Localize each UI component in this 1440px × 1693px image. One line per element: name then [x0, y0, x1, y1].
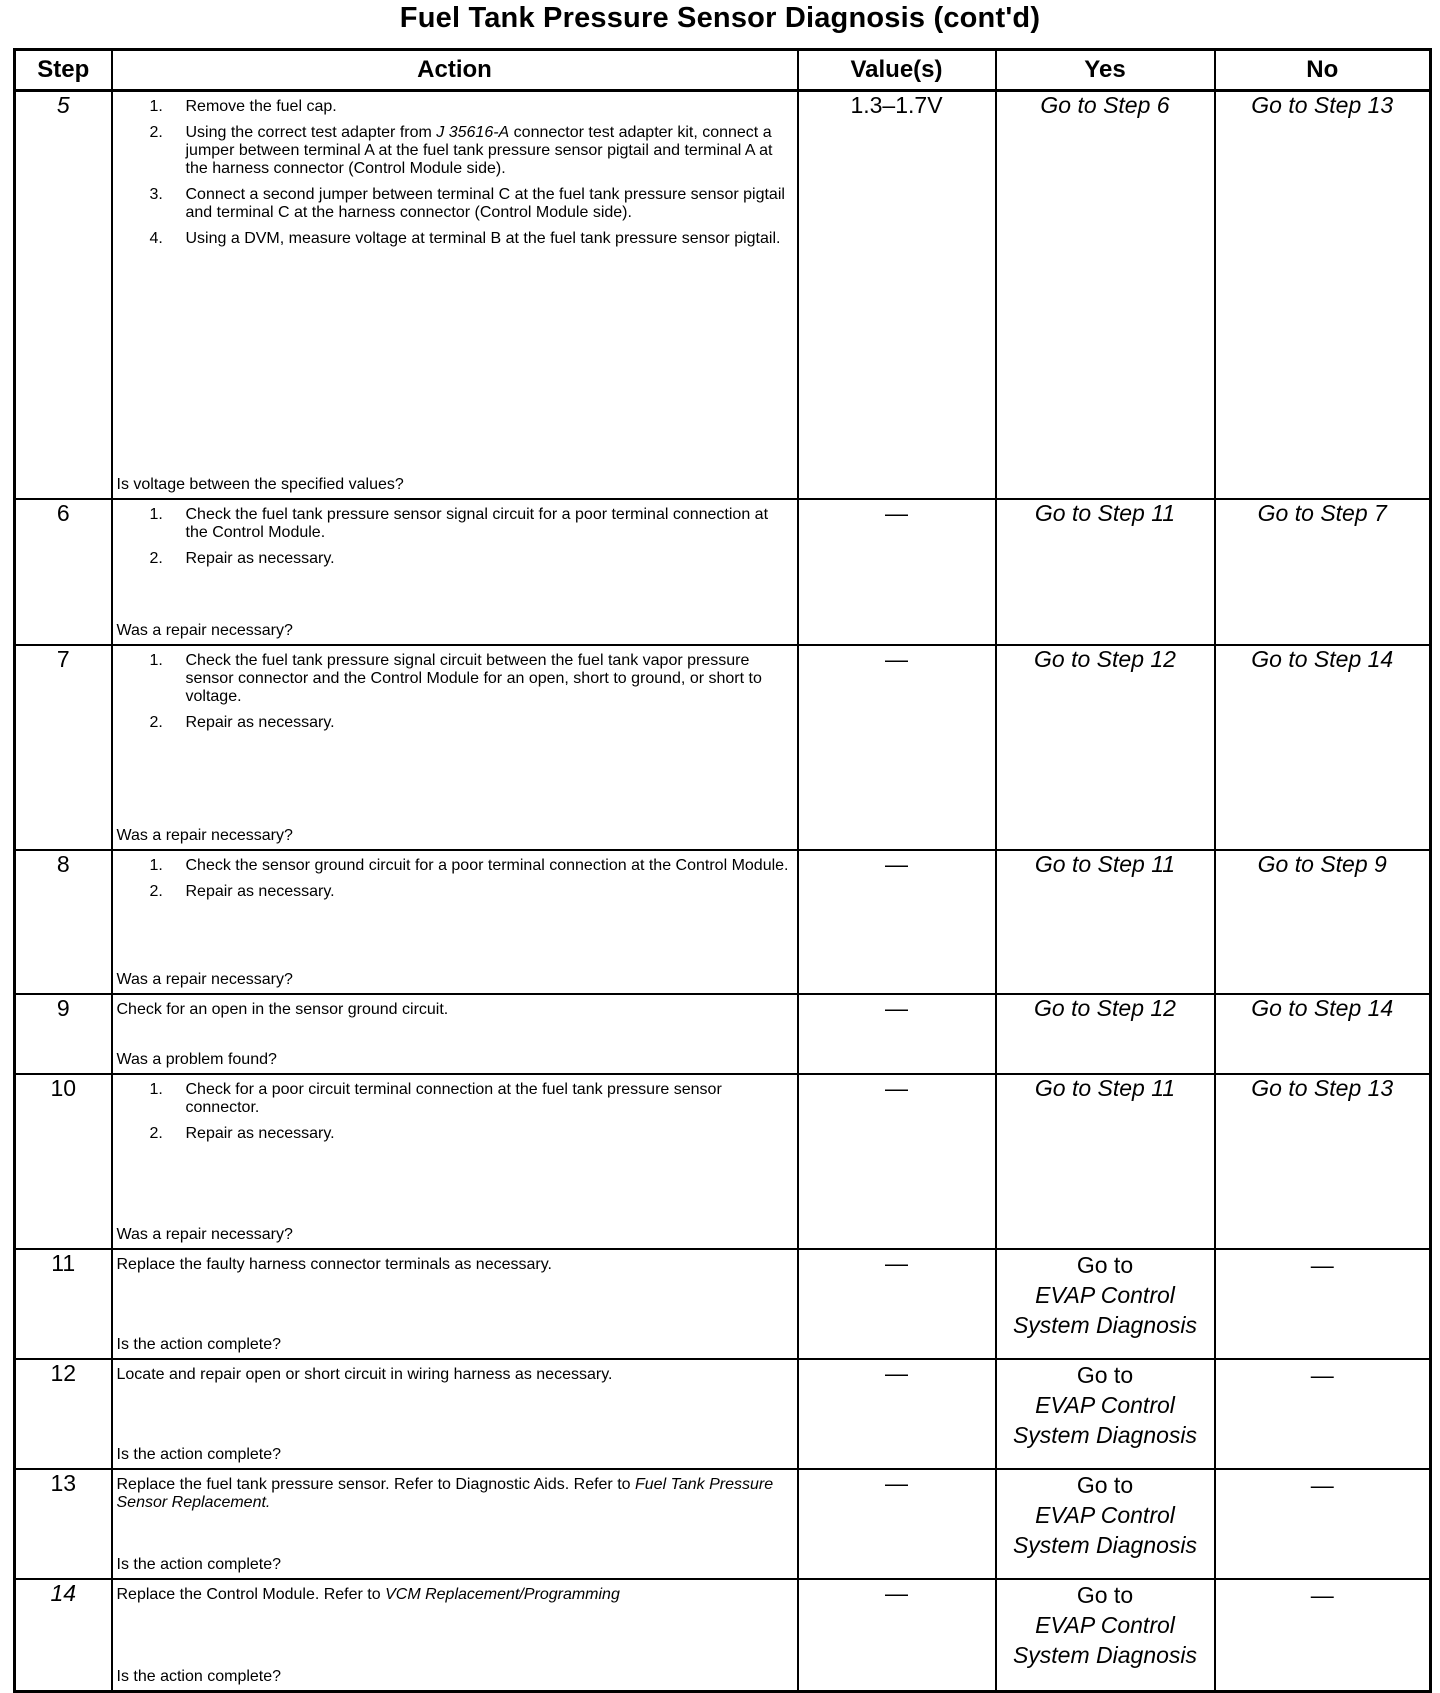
- value-cell: —: [798, 1579, 996, 1692]
- action-question: Was a repair necessary?: [116, 1226, 293, 1243]
- action-content: [113, 851, 797, 993]
- header-action: Action: [112, 50, 798, 91]
- table-row: [15, 645, 1431, 850]
- action-question: Is the action complete?: [116, 1668, 282, 1685]
- value-cell: 1.3–1.7V: [798, 91, 996, 500]
- no-goto: Go to Step 7: [1215, 499, 1431, 645]
- action-text: [117, 1586, 791, 1604]
- step-number: 11: [15, 1249, 112, 1359]
- step-number: 6: [15, 499, 112, 645]
- action-step: 1. Check the fuel tank pressure sensor signal circuit for a poor terminal connection at the Control Module.: [149, 506, 769, 541]
- action-text: Locate and repair open or short circuit in wiring harness as necessary.: [116, 1366, 613, 1383]
- action-step-text: Repair as necessary.: [185, 883, 335, 900]
- action-text-part: Replace the fuel tank pressure sensor. Refer to Diagnostic Aids. Refer to: [116, 1476, 635, 1493]
- action-content: [113, 1075, 797, 1248]
- action-step: 4. Using a DVM, measure voltage at terminal B at the fuel tank pressure sensor pigtail.: [149, 230, 781, 247]
- action-content: [113, 1580, 797, 1690]
- action-cell: [112, 1579, 798, 1692]
- goto-target: EVAP Control System Diagnosis: [1012, 1502, 1198, 1558]
- header-values: Value(s): [798, 50, 996, 91]
- action-content: [113, 1470, 797, 1578]
- action-step-text: Remove the fuel cap.: [185, 98, 337, 115]
- step-number: 7: [15, 645, 112, 850]
- value-cell: —: [798, 1469, 996, 1579]
- header-row: [15, 50, 1431, 91]
- step-number: 9: [15, 994, 112, 1074]
- page-title: Fuel Tank Pressure Sensor Diagnosis (cont'd): [399, 2, 1041, 34]
- action-cell: [112, 1359, 798, 1469]
- value-cell: —: [798, 645, 996, 850]
- action-step-text: Using a DVM, measure voltage at terminal B at the fuel tank pressure sensor pigtail.: [185, 230, 781, 247]
- action-steps: [117, 857, 791, 901]
- action-step: 1. Check the sensor ground circuit for a poor terminal connection at the Control Module.: [149, 857, 789, 874]
- procedure-reference: Fuel Tank Pressure Sensor Replacement.: [116, 1476, 774, 1511]
- action-cell: [112, 1249, 798, 1359]
- action-step-text: Using the correct test adapter from: [185, 124, 437, 141]
- action-step: 1. Check the fuel tank pressure signal circuit between the fuel tank vapor pressure sensor connector and the Control Module for an open, short to ground, or short to voltage.: [149, 652, 762, 705]
- action-step: 2. Repair as necessary.: [149, 550, 335, 567]
- step-number: 14: [15, 1579, 112, 1692]
- action-cell: [112, 91, 798, 500]
- table-row: [15, 1074, 1431, 1249]
- value-cell: —: [798, 994, 996, 1074]
- step-number: 10: [15, 1074, 112, 1249]
- action-text-part: Replace the Control Module. Refer to: [116, 1586, 386, 1603]
- no-goto: —: [1215, 1359, 1431, 1469]
- action-step: 2. Repair as necessary.: [149, 883, 335, 900]
- goto-label: Go to: [1076, 1582, 1134, 1608]
- action-step-text: Check the fuel tank pressure sensor signal circuit for a poor terminal connection at the Control Module.: [185, 506, 769, 541]
- no-goto: —: [1215, 1579, 1431, 1692]
- yes-goto: [996, 1579, 1215, 1692]
- no-goto: Go to Step 9: [1215, 850, 1431, 994]
- table-row: [15, 1579, 1431, 1692]
- action-cell: [112, 499, 798, 645]
- action-steps: [117, 506, 791, 568]
- action-question: Was a repair necessary?: [116, 622, 293, 639]
- yes-goto: [996, 1249, 1215, 1359]
- step-number: 8: [15, 850, 112, 994]
- action-cell: [112, 994, 798, 1074]
- no-goto: Go to Step 14: [1215, 994, 1431, 1074]
- no-goto: —: [1215, 1469, 1431, 1579]
- action-step: 2. Repair as necessary.: [149, 714, 335, 731]
- value-cell: —: [798, 850, 996, 994]
- table-row: [15, 499, 1431, 645]
- action-content: [113, 995, 797, 1073]
- action-question: Is voltage between the specified values?: [116, 476, 404, 493]
- yes-goto: Go to Step 12: [996, 645, 1215, 850]
- no-goto: Go to Step 14: [1215, 645, 1431, 850]
- action-step: 1. Remove the fuel cap.: [149, 98, 337, 115]
- yes-goto: Go to Step 6: [996, 91, 1215, 500]
- action-step: 2. Using the correct test adapter from J 35616-A connector test adapter kit, connect a jumper between terminal A at the fuel tank pressure sensor pigtail and terminal A at the harness connector (Control Module side).: [149, 124, 773, 177]
- action-question: Was a repair necessary?: [116, 971, 293, 988]
- action-content: [113, 646, 797, 849]
- yes-goto: [996, 1359, 1215, 1469]
- diagnosis-table: [13, 48, 1432, 1693]
- action-question: Is the action complete?: [116, 1556, 282, 1573]
- goto-label: Go to: [1076, 1252, 1134, 1278]
- value-cell: —: [798, 1249, 996, 1359]
- yes-goto: Go to Step 11: [996, 1074, 1215, 1249]
- action-step-text: Connect a second jumper between terminal C at the fuel tank pressure sensor pigtail and terminal C at the harness connector (Control Module side).: [185, 186, 785, 221]
- action-step-text: Repair as necessary.: [185, 714, 335, 731]
- action-step-text: Check the fuel tank pressure signal circuit between the fuel tank vapor pressure sensor connector and the Control Module for an open, short to ground, or short to voltage.: [185, 652, 762, 705]
- table-row: [15, 91, 1431, 500]
- yes-goto: [996, 1469, 1215, 1579]
- action-steps: [117, 98, 791, 248]
- yes-goto: Go to Step 11: [996, 499, 1215, 645]
- action-content: [113, 92, 797, 498]
- action-step-text: Check for a poor circuit terminal connection at the fuel tank pressure sensor connector.: [185, 1081, 722, 1116]
- no-goto: Go to Step 13: [1215, 91, 1431, 500]
- goto-target: EVAP Control System Diagnosis: [1012, 1392, 1198, 1448]
- action-steps: [117, 1081, 791, 1143]
- action-step: 1. Check for a poor circuit terminal connection at the fuel tank pressure sensor connector.: [149, 1081, 722, 1116]
- header-no: No: [1215, 50, 1431, 91]
- header-yes: Yes: [996, 50, 1215, 91]
- action-step: 2. Repair as necessary.: [149, 1125, 335, 1142]
- table-row: [15, 1359, 1431, 1469]
- action-question: Was a problem found?: [116, 1051, 277, 1068]
- action-text: Check for an open in the sensor ground circuit.: [116, 1001, 449, 1018]
- action-question: Was a repair necessary?: [116, 827, 293, 844]
- table-row: [15, 850, 1431, 994]
- table-row: [15, 1249, 1431, 1359]
- goto-target: EVAP Control System Diagnosis: [1012, 1612, 1198, 1668]
- value-cell: —: [798, 499, 996, 645]
- goto-label: Go to: [1076, 1472, 1134, 1498]
- action-content: [113, 500, 797, 644]
- action-step-text: Check the sensor ground circuit for a poor terminal connection at the Control Module.: [185, 857, 789, 874]
- action-cell: [112, 1074, 798, 1249]
- action-step: 3. Connect a second jumper between terminal C at the fuel tank pressure sensor pigtail and terminal C at the harness connector (Control Module side).: [149, 186, 785, 221]
- action-step-text: connector test adapter kit, connect a jumper between terminal A at the fuel tank pressure sensor pigtail and terminal A at the harness connector (Control Module side).: [185, 124, 773, 177]
- step-number: 13: [15, 1469, 112, 1579]
- table-row: [15, 994, 1431, 1074]
- action-content: [113, 1250, 797, 1358]
- header-step: Step: [15, 50, 112, 91]
- action-text: [117, 1476, 791, 1512]
- step-number: 12: [15, 1359, 112, 1469]
- no-goto: —: [1215, 1249, 1431, 1359]
- action-steps: [117, 652, 791, 732]
- yes-goto: Go to Step 12: [996, 994, 1215, 1074]
- value-cell: —: [798, 1359, 996, 1469]
- action-content: [113, 1360, 797, 1468]
- action-question: Is the action complete?: [116, 1446, 282, 1463]
- action-question: Is the action complete?: [116, 1336, 282, 1353]
- action-step-text: Repair as necessary.: [185, 1125, 335, 1142]
- action-text: Replace the faulty harness connector terminals as necessary.: [116, 1256, 552, 1273]
- action-step-text: Repair as necessary.: [185, 550, 335, 567]
- yes-goto: Go to Step 11: [996, 850, 1215, 994]
- action-cell: [112, 645, 798, 850]
- tool-reference: J 35616-A: [436, 124, 510, 141]
- value-cell: —: [798, 1074, 996, 1249]
- goto-target: EVAP Control System Diagnosis: [1012, 1282, 1198, 1338]
- action-cell: [112, 850, 798, 994]
- table-row: [15, 1469, 1431, 1579]
- step-number: 5: [15, 91, 112, 500]
- goto-label: Go to: [1076, 1362, 1134, 1388]
- no-goto: Go to Step 13: [1215, 1074, 1431, 1249]
- action-cell: [112, 1469, 798, 1579]
- procedure-reference: VCM Replacement/Programming: [385, 1586, 620, 1603]
